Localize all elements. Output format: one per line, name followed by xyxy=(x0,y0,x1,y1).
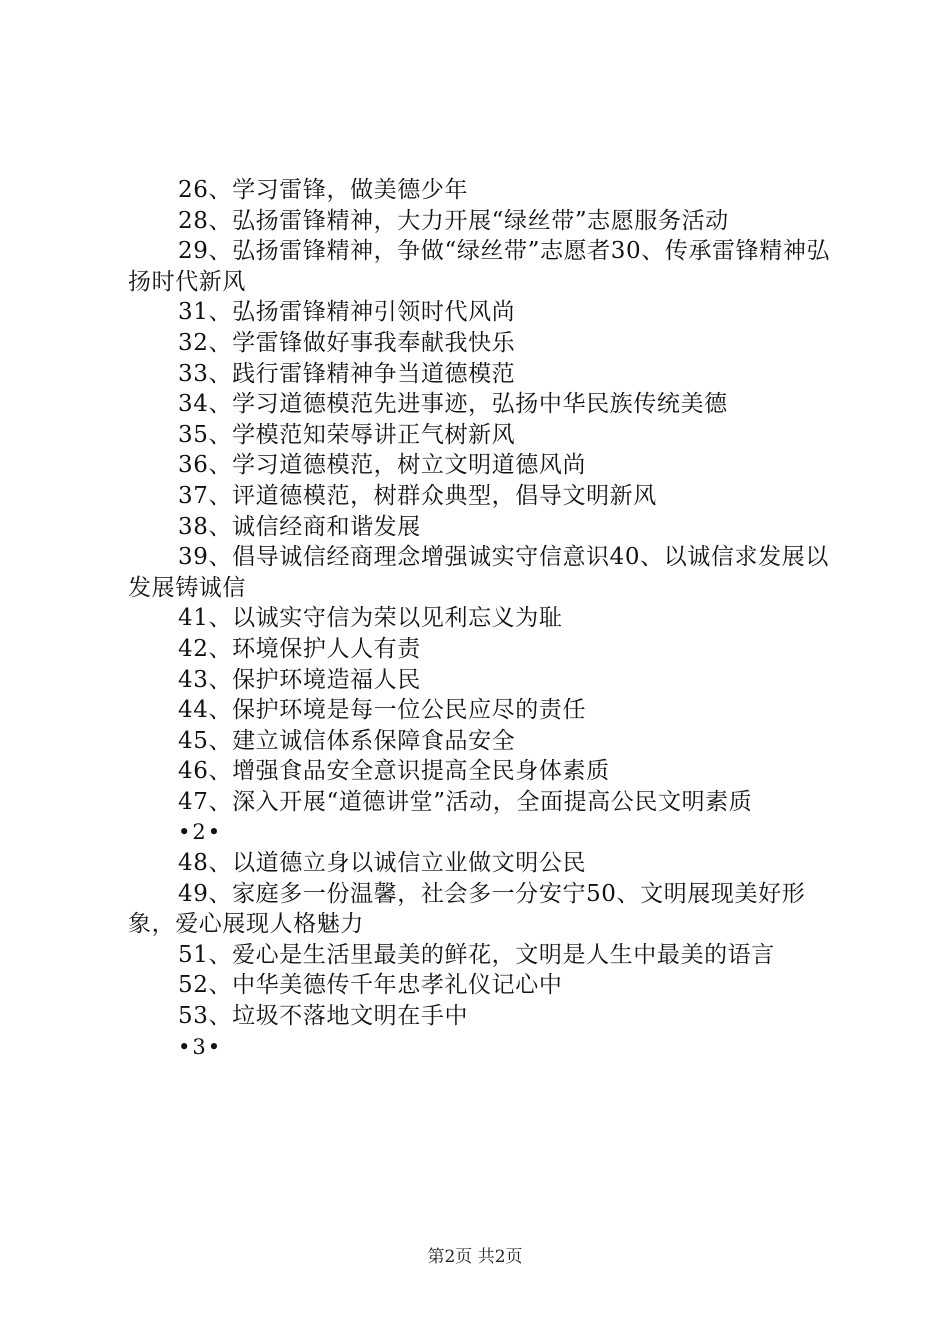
slogan-53: 53、垃圾不落地文明在手中 xyxy=(178,1003,469,1030)
slogan-39-40: 39、倡导诚信经商理念增强诚实守信意识40、以诚信求发展以发展铸诚信 xyxy=(128,544,829,601)
slogan-38: 38、诚信经商和谐发展 xyxy=(178,513,421,540)
inline-page-number-2: •2• xyxy=(178,820,223,845)
slogan-35: 35、学模范知荣辱讲正气树新风 xyxy=(178,421,516,448)
slogan-45: 45、建立诚信体系保障食品安全 xyxy=(178,727,516,754)
slogan-34: 34、学习道德模范先进事迹，弘扬中华民族传统美德 xyxy=(178,391,728,418)
slogan-list xyxy=(128,175,838,1062)
slogan-37: 37、评道德模范，树群众典型，倡导文明新风 xyxy=(178,482,657,509)
slogan-51: 51、爱心是生活里最美的鲜花，文明是人生中最美的语言 xyxy=(178,941,775,968)
slogan-44: 44、保护环境是每一位公民应尽的责任 xyxy=(178,697,587,724)
inline-page-number-3: •3• xyxy=(178,1034,223,1059)
slogan-28: 28、弘扬雷锋精神，大力开展“绿丝带”志愿服务活动 xyxy=(178,207,729,234)
slogan-41: 41、以诚实守信为荣以见利忘义为耻 xyxy=(178,605,563,632)
slogan-33: 33、践行雷锋精神争当道德模范 xyxy=(178,360,516,387)
page-footer: 第2页 共2页 xyxy=(427,1247,523,1267)
slogan-48: 48、以道德立身以诚信立业做文明公民 xyxy=(178,850,587,877)
slogan-29-30: 29、弘扬雷锋精神，争做“绿丝带”志愿者30、传承雷锋精神弘扬时代新风 xyxy=(128,238,831,295)
slogan-32: 32、学雷锋做好事我奉献我快乐 xyxy=(178,329,516,356)
slogan-31: 31、弘扬雷锋精神引领时代风尚 xyxy=(178,299,516,326)
slogan-36: 36、学习道德模范，树立文明道德风尚 xyxy=(178,452,587,479)
slogan-43: 43、保护环境造福人民 xyxy=(178,666,421,693)
slogan-47: 47、深入开展“道德讲堂”活动，全面提高公民文明素质 xyxy=(178,788,753,815)
slogan-49-50: 49、家庭多一份温馨，社会多一分安宁50、文明展现美好形象，爱心展现人格魅力 xyxy=(128,880,806,938)
slogan-26: 26、学习雷锋，做美德少年 xyxy=(178,177,469,203)
slogan-52: 52、中华美德传千年忠孝礼仪记心中 xyxy=(178,972,563,999)
slogan-42: 42、环境保护人人有责 xyxy=(178,635,421,662)
slogan-46: 46、增强食品安全意识提高全民身体素质 xyxy=(178,758,610,785)
